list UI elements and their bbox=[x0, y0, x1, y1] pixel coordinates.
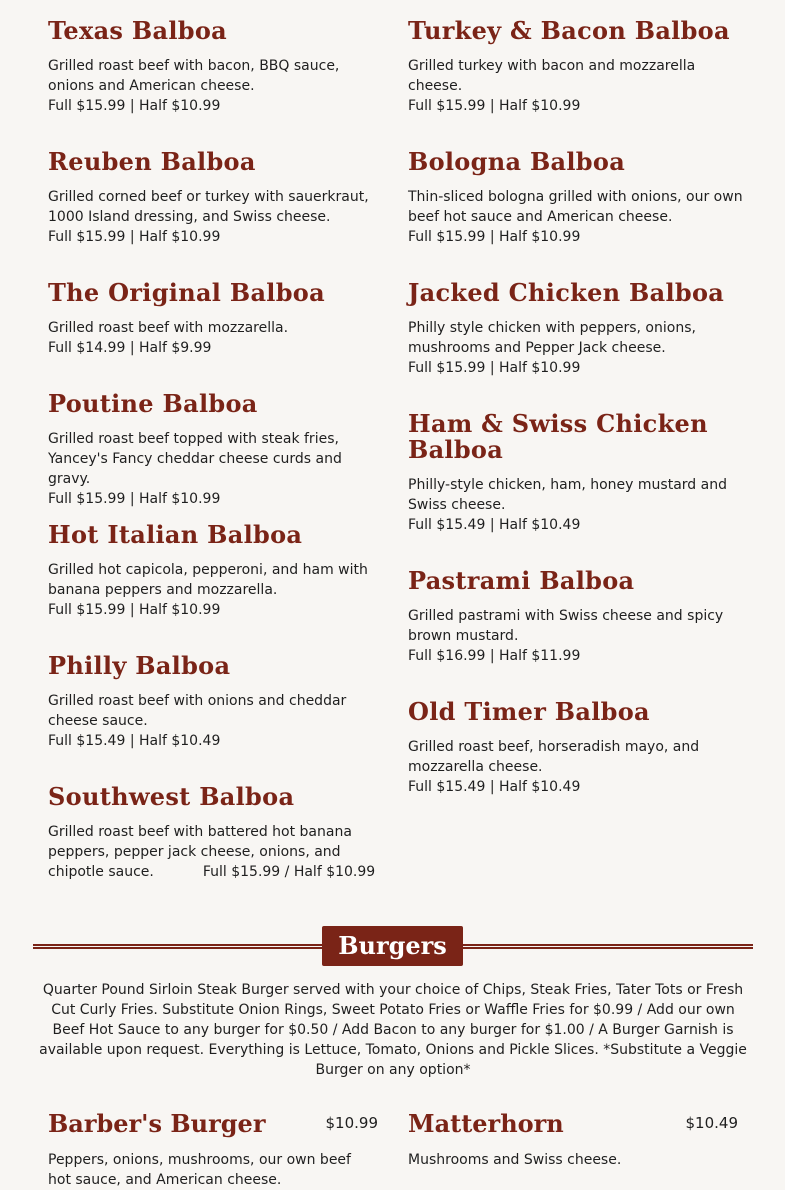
item-description bbox=[48, 822, 383, 882]
menu-item-philly-balboa bbox=[48, 653, 383, 751]
menu-item-bologna-balboa bbox=[408, 149, 743, 247]
item-title: Barber's Burger bbox=[48, 1109, 266, 1138]
item-title: Philly Balboa bbox=[48, 651, 231, 680]
item-title: Matterhorn bbox=[408, 1109, 564, 1138]
item-title: Hot Italian Balboa bbox=[48, 520, 303, 549]
item-title: Turkey & Bacon Balboa bbox=[408, 16, 730, 45]
item-price: Full $15.99 | Half $10.99 bbox=[48, 98, 221, 114]
menu-item-original-balboa bbox=[48, 280, 383, 358]
item-price: Full $15.49 | Half $10.49 bbox=[408, 517, 581, 533]
item-description: Philly-style chicken, ham, honey mustard and Swiss cheese. bbox=[408, 477, 727, 513]
menu-item-pastrami-balboa bbox=[408, 568, 743, 666]
item-description: Grilled corned beef or turkey with sauerkraut, 1000 Island dressing, and Swiss cheese. bbox=[48, 189, 369, 225]
item-title: Reuben Balboa bbox=[48, 147, 256, 176]
item-title: Bologna Balboa bbox=[408, 147, 626, 176]
burgers-intro-text: Quarter Pound Sirloin Steak Burger served with your choice of Chips, Steak Fries, Tater Tots or Fresh Cut Curly Fries. Substitute Onion Rings, Sweet Potato Fries or Waffle Fries for $0.99 / Add our own Beef Hot Sauce to any burger for $0.50 / Add Bacon to any burger for $1.00 / A Burger Garnish is available upon request. Everything is Lettuce, Tomato, Onions and Pickle Slices. *Substitute a Veggie Burger on any option* bbox=[39, 982, 747, 1078]
item-description: Grilled roast beef with onions and cheddar cheese sauce. bbox=[48, 693, 347, 729]
item-price: Full $15.49 | Half $10.49 bbox=[48, 733, 221, 749]
menu-item-jacked-chicken-balboa bbox=[408, 280, 743, 378]
menu-item-poutine-balboa bbox=[48, 391, 383, 509]
menu-item-old-timer-balboa bbox=[408, 699, 743, 797]
item-price: Full $15.99 | Half $10.99 bbox=[48, 602, 221, 618]
item-description: Grilled roast beef with bacon, BBQ sauce, onions and American cheese. bbox=[48, 58, 340, 94]
item-price: Full $15.99 | Half $10.99 bbox=[408, 229, 581, 245]
item-description: Grilled turkey with bacon and mozzarella cheese. bbox=[408, 58, 696, 94]
item-price: Full $15.99 | Half $10.99 bbox=[408, 98, 581, 114]
menu-item-reuben-balboa bbox=[48, 149, 383, 247]
item-description: Grilled hot capicola, pepperoni, and ham with banana peppers and mozzarella. bbox=[48, 562, 368, 598]
item-title: Pastrami Balboa bbox=[408, 566, 635, 595]
item-price: $10.99 bbox=[325, 1114, 378, 1132]
item-description-text: Grilled roast beef with battered hot banana peppers, pepper jack cheese, onions, and chipotle sauce. bbox=[48, 824, 352, 880]
item-description: Philly style chicken with peppers, onions, mushrooms and Pepper Jack cheese. bbox=[408, 320, 696, 356]
item-price: Full $14.99 | Half $9.99 bbox=[48, 340, 212, 356]
item-title: Texas Balboa bbox=[48, 16, 227, 45]
item-price: $10.49 bbox=[685, 1114, 738, 1132]
item-description: Peppers, onions, mushrooms, our own beef hot sauce, and American cheese. bbox=[48, 1152, 351, 1188]
item-price: Full $15.99 | Half $10.99 bbox=[48, 229, 221, 245]
menu-item-hot-italian-balboa bbox=[48, 522, 383, 620]
menu-item-turkey-bacon-balboa bbox=[408, 18, 743, 116]
item-title: Southwest Balboa bbox=[48, 782, 295, 811]
item-description: Mushrooms and Swiss cheese. bbox=[408, 1152, 622, 1168]
item-description: Grilled roast beef topped with steak fries, Yancey's Fancy cheddar cheese curds and gravy. bbox=[48, 431, 342, 487]
menu-item-texas-balboa bbox=[48, 18, 383, 116]
burgers-section-header bbox=[33, 926, 753, 966]
burger-item-matterhorn bbox=[408, 1110, 738, 1170]
item-title: The Original Balboa bbox=[48, 278, 325, 307]
item-price: Full $15.99 / Half $10.99 bbox=[202, 864, 376, 880]
item-description: Grilled pastrami with Swiss cheese and spicy brown mustard. bbox=[408, 608, 724, 644]
menu-item-southwest-balboa bbox=[48, 784, 383, 882]
item-description: Thin-sliced bologna grilled with onions, our own beef hot sauce and American cheese. bbox=[408, 189, 743, 225]
burger-item-barbers-burger bbox=[48, 1110, 378, 1190]
item-title: Jacked Chicken Balboa bbox=[408, 278, 725, 307]
item-price: Full $15.49 | Half $10.49 bbox=[408, 779, 581, 795]
menu-item-ham-swiss-chicken-balboa bbox=[408, 411, 743, 535]
section-title: Burgers bbox=[322, 926, 463, 966]
item-description: Grilled roast beef with mozzarella. bbox=[48, 320, 289, 336]
item-price: Full $15.99 | Half $10.99 bbox=[408, 360, 581, 376]
item-price: Full $16.99 | Half $11.99 bbox=[408, 648, 581, 664]
item-title: Poutine Balboa bbox=[48, 389, 258, 418]
item-description: Grilled roast beef, horseradish mayo, and mozzarella cheese. bbox=[408, 739, 700, 775]
item-price: Full $15.99 | Half $10.99 bbox=[48, 491, 221, 507]
item-title: Ham & Swiss Chicken Balboa bbox=[408, 409, 708, 464]
item-title: Old Timer Balboa bbox=[408, 697, 650, 726]
